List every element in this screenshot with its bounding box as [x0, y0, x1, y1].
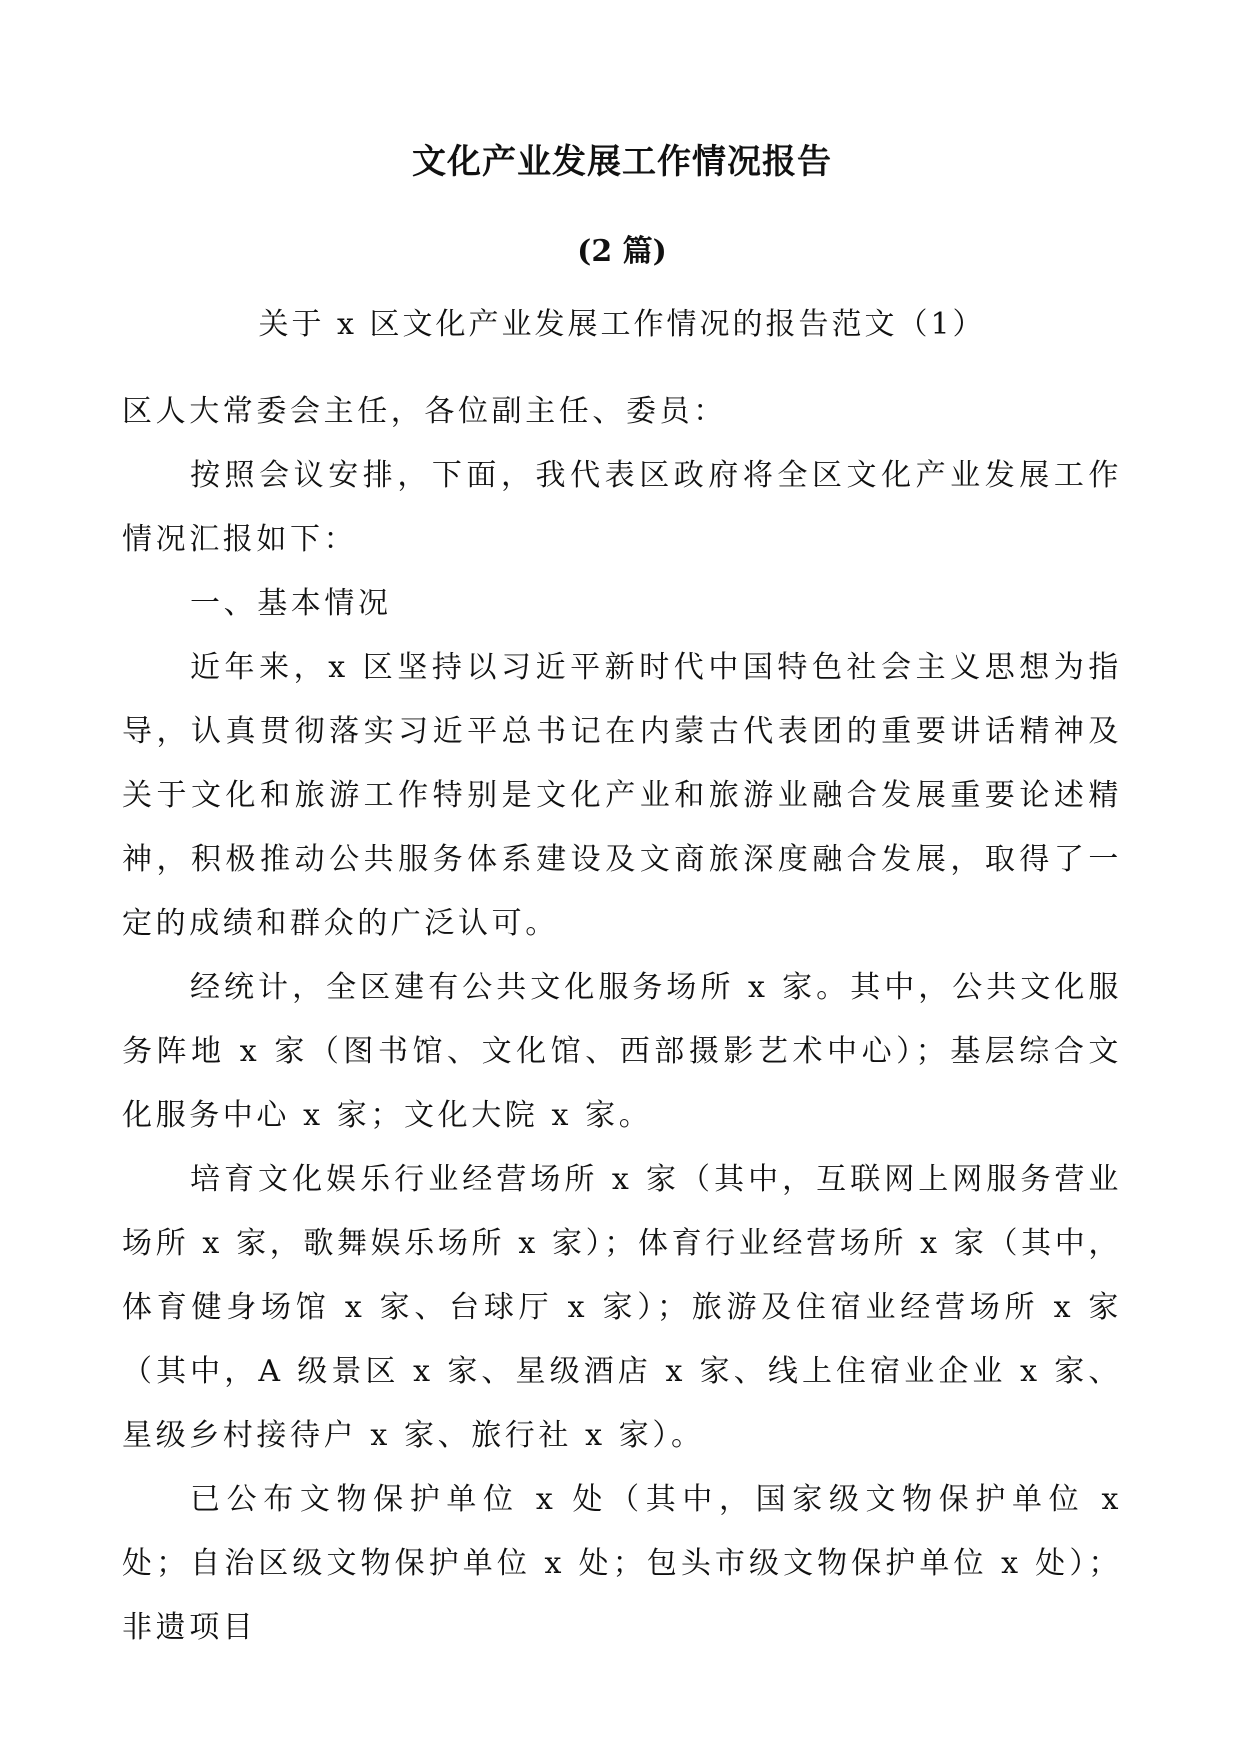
paragraph-heritage: 已公布文物保护单位 x 处（其中，国家级文物保护单位 x 处；自治区级文物保护单位 x 处；包头市级文物保护单位 x 处）；非遗项目: [122, 1482, 1122, 1645]
salutation: 区人大常委会主任，各位副主任、委员：: [122, 394, 727, 429]
document-body: [122, 380, 1122, 1660]
document-subtitle: (2 篇): [577, 234, 667, 269]
paragraph-overview: 近年来，x 区坚持以习近平新时代中国特色社会主义思想为指导，认真贯彻落实习近平总书记在内蒙古代表团的重要讲话精神及关于文化和旅游工作特别是文化产业和旅游业融合发展重要论述精神，积极推动公共服务体系建设及文商旅深度融合发展，取得了一定的成绩和群众的广泛认可。: [122, 650, 1122, 941]
paragraph-business-venues: 培育文化娱乐行业经营场所 x 家（其中，互联网上网服务营业场所 x 家，歌舞娱乐场所 x 家）；体育行业经营场所 x 家（其中，体育健身场馆 x 家、台球厅 x 家）；旅游及住宿业经营场所 x 家（其中，A 级景区 x 家、星级酒店 x 家、线上住宿业企业 x 家、星级乡村接待户 x 家、旅行社 x 家）。: [122, 1162, 1122, 1453]
section-heading: 关于 x 区文化产业发展工作情况的报告范文（1）: [258, 307, 986, 342]
document-title: 文化产业发展工作情况报告: [412, 142, 832, 182]
paragraph-public-venues: 经统计，全区建有公共文化服务场所 x 家。其中，公共文化服务阵地 x 家（图书馆、文化馆、西部摄影艺术中心）；基层综合文化服务中心 x 家；文化大院 x 家。: [122, 970, 1122, 1133]
paragraph-intro: 按照会议安排，下面，我代表区政府将全区文化产业发展工作情况汇报如下：: [122, 458, 1122, 557]
heading-basic-situation: 一、基本情况: [190, 586, 392, 621]
